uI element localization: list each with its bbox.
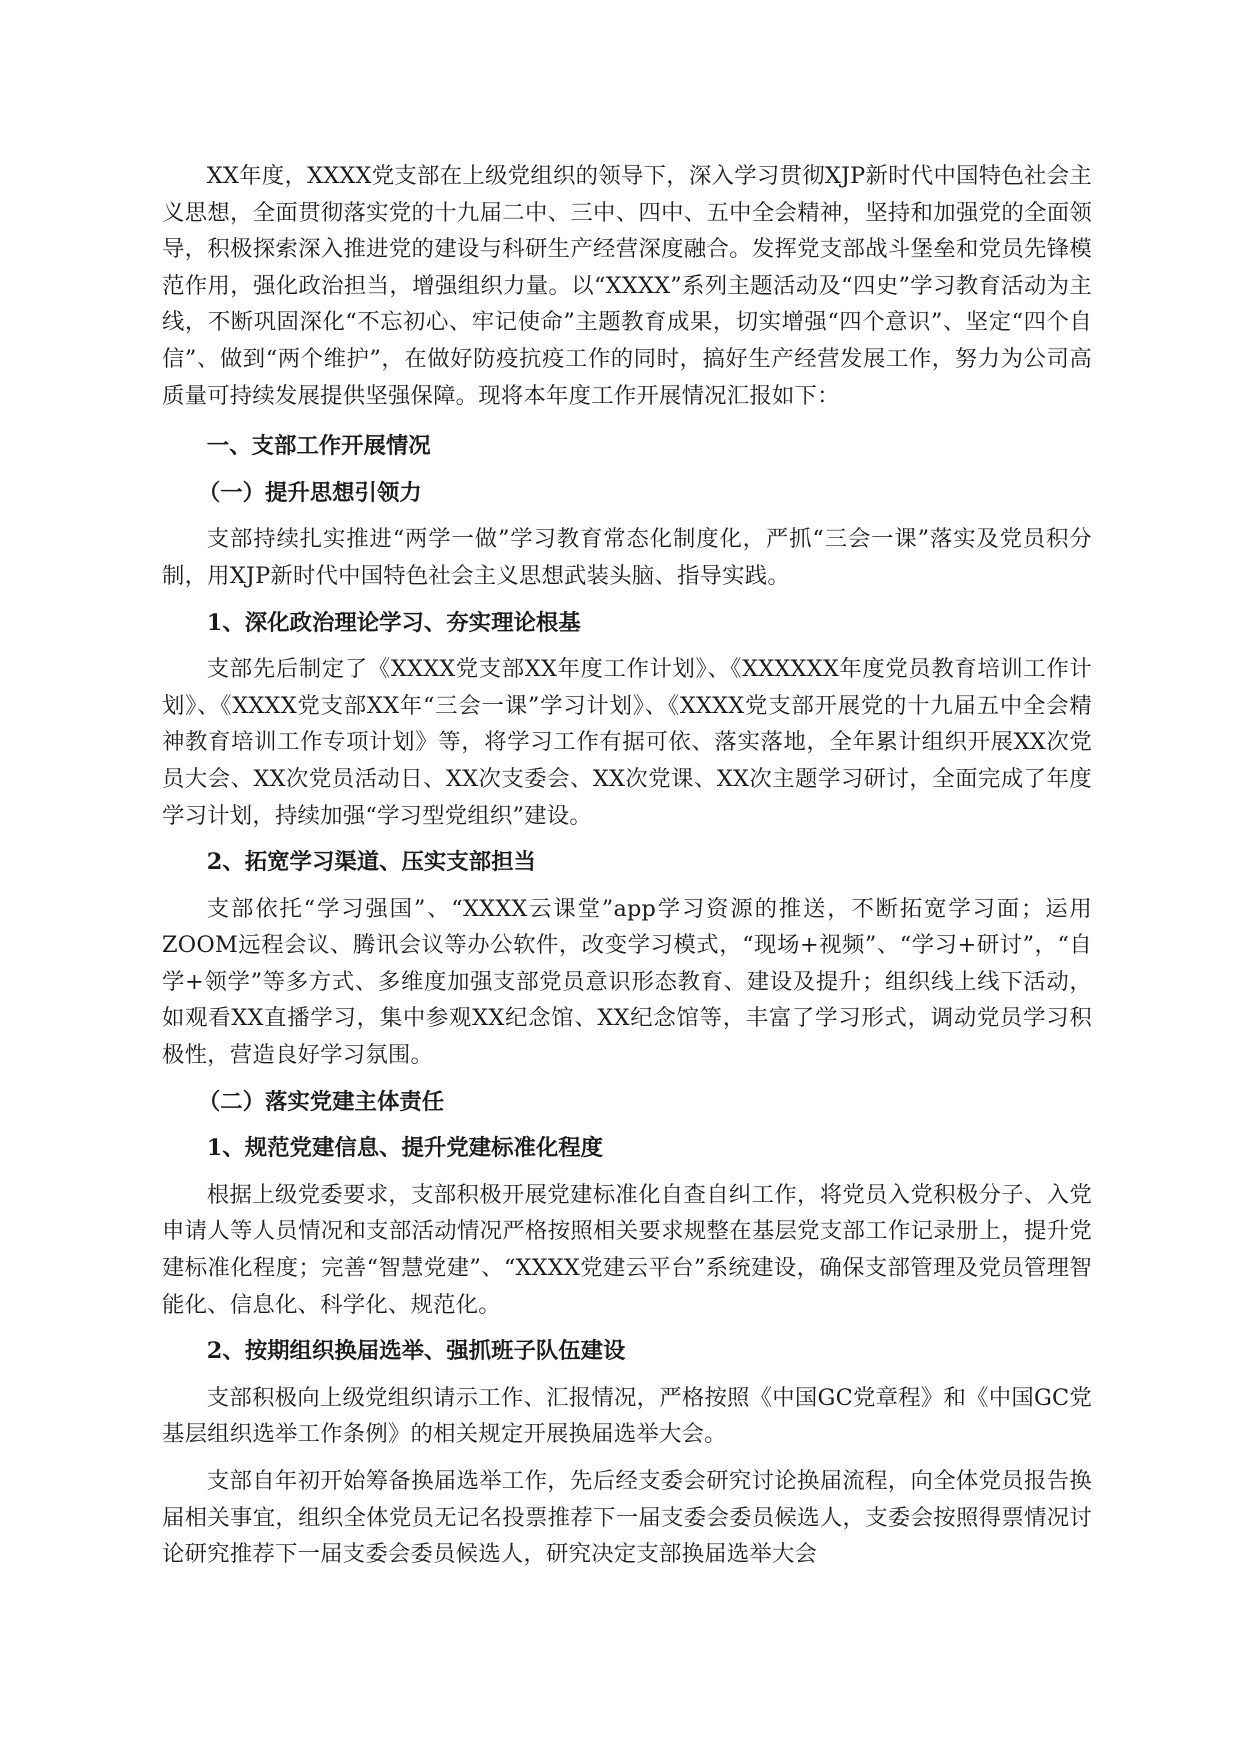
item-2-paragraph: 支部依托“学习强国”、“XXXX云课堂”app学习资源的推送，不断拓宽学习面；运用ZOOM远程会议、腾讯会议等办公软件，改变学习模式，“现场+视频”、“学习+研讨”，“自学+领学”等多方式、多维度加强支部党员意识形态教育、建设及提升；组织线上线下活动，如观看XX直播学习，集中参观XX纪念馆、XX纪念馆等，丰富了学习形式，调动党员学习积极性，营造良好学习氛围。 bbox=[162, 895, 1092, 1069]
subsection-1-paragraph: 支部持续扎实推进“两学一做”学习教育常态化制度化，严抓“三会一课”落实及党员积分制，用XJP新时代中国特色社会主义思想武装头脑、指导实践。 bbox=[162, 526, 1092, 589]
subsection-heading-1: （一）提升思想引领力 bbox=[197, 479, 422, 506]
item-4-paragraph-2: 支部自年初开始筹备换届选举工作，先后经支委会研究讨论换届流程，向全体党员报告换届相关事宜，组织全体党员无记名投票推荐下一届支委会委员候选人，支委会按照得票情况讨论研究推荐下一届支委会委员候选人，研究决定支部换届选举大会 bbox=[162, 1468, 1092, 1568]
item-heading-4: 2、按期组织换届选举、强抓班子队伍建设 bbox=[206, 1338, 626, 1365]
subsection-heading-2: （二）落实党建主体责任 bbox=[197, 1088, 445, 1115]
item-1-paragraph: 支部先后制定了《XXXX党支部XX年度工作计划》、《XXXXXX年度党员教育培训工作计划》、《XXXX党支部XX年“三会一课”学习计划》、《XXXX党支部开展党的十九届五中全会精神教育培训工作专项计划》等，将学习工作有据可依、落实落地，全年累计组织开展XX次党员大会、XX次党员活动日、XX次支委会、XX次党课、XX次主题学习研讨，全面完成了年度学习计划，持续加强“学习型党组织”建设。 bbox=[162, 656, 1092, 829]
item-heading-2: 2、拓宽学习渠道、压实支部担当 bbox=[206, 849, 536, 876]
intro-paragraph: XX年度，XXXX党支部在上级党组织的领导下，深入学习贯彻XJP新时代中国特色社会主义思想，全面贯彻落实党的十九届二中、三中、四中、五中全会精神，坚持和加强党的全面领导，积极探索深入推进党的建设与科研生产经营深度融合。发挥党支部战斗堡垒和党员先锋模范作用，强化政治担当，增强组织力量。以“XXXX”系列主题活动及“四史”学习教育活动为主线，不断巩固深化“不忘初心、牢记使命”主题教育成果，切实增强“四个意识”、坚定“四个自信”、做到“两个维护”，在做好防疫抗疫工作的同时，搞好生产经营发展工作，努力为公司高质量可持续发展提供坚强保障。现将本年度工作开展情况汇报如下： bbox=[162, 163, 1092, 409]
document-body bbox=[162, 158, 1092, 1573]
item-heading-3: 1、规范党建信息、提升党建标准化程度 bbox=[206, 1135, 604, 1162]
item-heading-1: 1、深化政治理论学习、夯实理论根基 bbox=[206, 609, 581, 636]
item-4-paragraph-1: 支部积极向上级党组织请示工作、汇报情况，严格按照《中国GC党章程》和《中国GC党基层组织选举工作条例》的相关规定开展换届选举大会。 bbox=[162, 1384, 1092, 1448]
section-heading-1: 一、支部工作开展情况 bbox=[206, 433, 431, 460]
item-3-paragraph: 根据上级党委要求，支部积极开展党建标准化自查自纠工作，将党员入党积极分子、入党申请人等人员情况和支部活动情况严格按照相关要求规整在基层党支部工作记录册上，提升党建标准化程度；完善“智慧党建”、“XXXX党建云平台”系统建设，确保支部管理及党员管理智能化、信息化、科学化、规范化。 bbox=[162, 1181, 1092, 1318]
